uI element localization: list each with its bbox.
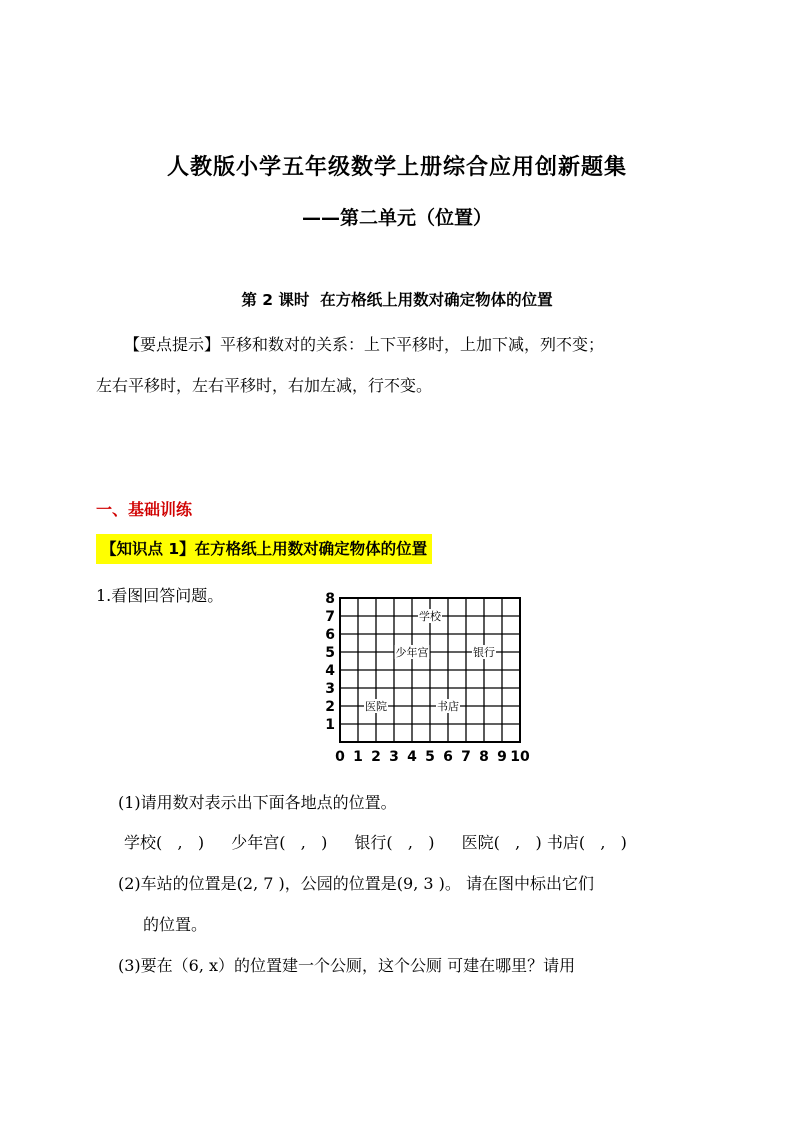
- y-tick-label: 1: [325, 717, 335, 733]
- y-tick-label: 8: [325, 592, 335, 607]
- blank-item: 书店( , ): [546, 833, 627, 852]
- knowledge-point-banner: 【知识点 1】在方格纸上用数对确定物体的位置: [96, 534, 432, 564]
- x-tick-label: 2: [371, 749, 381, 765]
- x-tick-label: 1: [353, 749, 363, 765]
- answer-blank-bookstore[interactable]: ( , ): [578, 833, 627, 852]
- place-label: 医院: [365, 700, 387, 713]
- x-tick-label: 10: [510, 749, 530, 765]
- x-tick-label: 0: [335, 749, 345, 765]
- y-tick-label: 4: [325, 663, 335, 679]
- x-tick-label: 8: [479, 749, 489, 765]
- x-tick-label: 3: [389, 749, 399, 765]
- place-label: 银行: [473, 646, 495, 659]
- coordinate-grid-figure: [320, 592, 530, 772]
- x-tick-label: 5: [425, 749, 435, 765]
- blank-item: 银行( , ): [354, 833, 435, 852]
- y-tick-label: 7: [325, 609, 335, 625]
- tip-line-2: 左右平移时，左右平移时，右加左减，行不变。: [96, 376, 433, 395]
- blank-item: 学校( , ): [124, 833, 205, 852]
- document-title: 人教版小学五年级数学上册综合应用创新题集: [166, 155, 627, 180]
- question-part-1: (1)请用数对表示出下面各地点的位置。: [118, 793, 397, 812]
- place-label: 学校: [419, 610, 441, 623]
- tip-line-1: 【要点提示】平移和数对的关系：上下平移时，上加下减，列不变；: [124, 335, 605, 354]
- question-part-2-line-1: (2)车站的位置是(2, 7 )，公园的位置是(9, 3 )。 请在图中标出它们: [118, 874, 594, 893]
- x-tick-label: 7: [461, 749, 471, 765]
- place-label: 少年宫: [395, 646, 429, 659]
- answer-blank-bank[interactable]: ( , ): [386, 833, 435, 852]
- answer-blank-school[interactable]: ( , ): [156, 833, 205, 852]
- answer-blank-youth-palace[interactable]: ( , ): [279, 833, 328, 852]
- y-tick-label: 6: [325, 627, 335, 643]
- question-part-3: (3)要在（6, x）的位置建一个公厕，这个公厕 可建在哪里？请用: [118, 956, 576, 975]
- place-label: 书店: [437, 700, 459, 713]
- x-tick-label: 6: [443, 749, 453, 765]
- document-subtitle: ——第二单元（位置）: [301, 207, 492, 229]
- blank-item: 医院( , ): [461, 833, 542, 852]
- section-title: 一、基础训练: [96, 500, 193, 519]
- blanks-row: [124, 830, 627, 853]
- blank-item: 少年宫( , ): [231, 833, 328, 852]
- lesson-title: 第 2 课时 在方格纸上用数对确定物体的位置: [241, 291, 553, 309]
- question-prompt: 1.看图回答问题。: [96, 586, 224, 605]
- x-tick-label: 9: [497, 749, 507, 765]
- y-tick-label: 2: [325, 699, 335, 715]
- question-part-2-line-2: 的位置。: [143, 915, 208, 934]
- x-tick-label: 4: [407, 749, 417, 765]
- y-tick-label: 3: [325, 681, 335, 697]
- answer-blank-hospital[interactable]: ( , ): [493, 833, 542, 852]
- y-tick-label: 5: [325, 645, 335, 661]
